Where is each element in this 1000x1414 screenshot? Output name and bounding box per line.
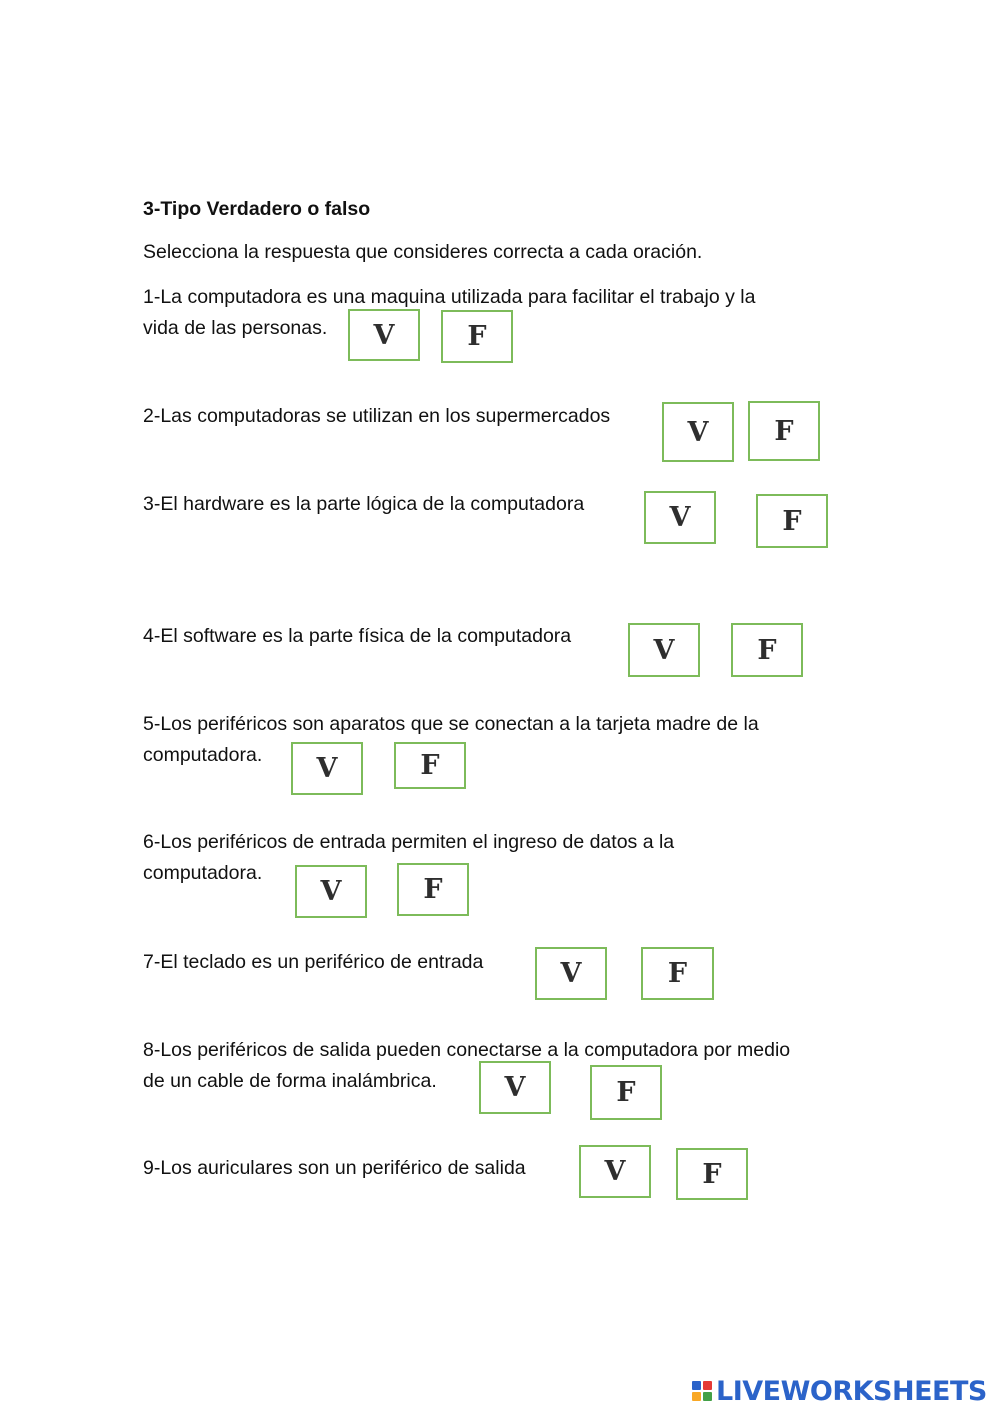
liveworksheets-logo: [692, 1374, 987, 1408]
true-option-button[interactable]: V: [644, 491, 716, 544]
true-option-button[interactable]: V: [628, 623, 700, 677]
false-option-button[interactable]: F: [676, 1148, 748, 1200]
true-option-button[interactable]: V: [479, 1061, 551, 1114]
true-option-button[interactable]: V: [535, 947, 607, 1000]
question-text: 2-Las computadoras se utilizan en los supermercados: [143, 405, 611, 427]
question-text: 7-El teclado es un periférico de entrada: [143, 951, 484, 973]
false-option-button[interactable]: F: [394, 742, 466, 789]
question-text: 3-El hardware es la parte lógica de la computadora: [143, 493, 585, 515]
true-option-button[interactable]: V: [295, 865, 367, 918]
question-text: vida de las personas.: [143, 317, 328, 339]
true-option-button[interactable]: V: [579, 1145, 651, 1198]
logo-square: [692, 1392, 701, 1401]
question-text: 5-Los periféricos son aparatos que se conectan a la tarjeta madre de la: [143, 713, 759, 735]
false-option-button[interactable]: F: [441, 310, 513, 363]
logo-square: [703, 1392, 712, 1401]
false-option-button[interactable]: F: [641, 947, 714, 1000]
question-text: 9-Los auriculares son un periférico de salida: [143, 1157, 526, 1179]
instruction-text: Selecciona la respuesta que consideres correcta a cada oración.: [143, 241, 703, 263]
false-option-button[interactable]: F: [756, 494, 828, 548]
question-text: 6-Los periféricos de entrada permiten el ingreso de datos a la: [143, 831, 675, 853]
true-option-button[interactable]: V: [348, 309, 420, 361]
true-option-button[interactable]: V: [291, 742, 363, 795]
question-text: de un cable de forma inalámbrica.: [143, 1070, 437, 1092]
section-title: 3-Tipo Verdadero o falso: [143, 198, 371, 220]
question-text: 8-Los periféricos de salida pueden conectarse a la computadora por medio: [143, 1039, 791, 1061]
false-option-button[interactable]: F: [731, 623, 803, 677]
question-text: 4-El software es la parte física de la computadora: [143, 625, 572, 647]
question-text: computadora.: [143, 744, 263, 766]
question-text: computadora.: [143, 862, 263, 884]
false-option-button[interactable]: F: [590, 1065, 662, 1120]
false-option-button[interactable]: F: [397, 863, 469, 916]
brand-name: LIVEWORKSHEETS: [716, 1375, 987, 1407]
logo-square: [703, 1381, 712, 1390]
liveworksheets-logo-icon: [692, 1381, 712, 1401]
false-option-button[interactable]: F: [748, 401, 820, 461]
question-text: 1-La computadora es una maquina utilizada para facilitar el trabajo y la: [143, 286, 756, 308]
logo-square: [692, 1381, 701, 1390]
true-option-button[interactable]: V: [662, 402, 734, 462]
